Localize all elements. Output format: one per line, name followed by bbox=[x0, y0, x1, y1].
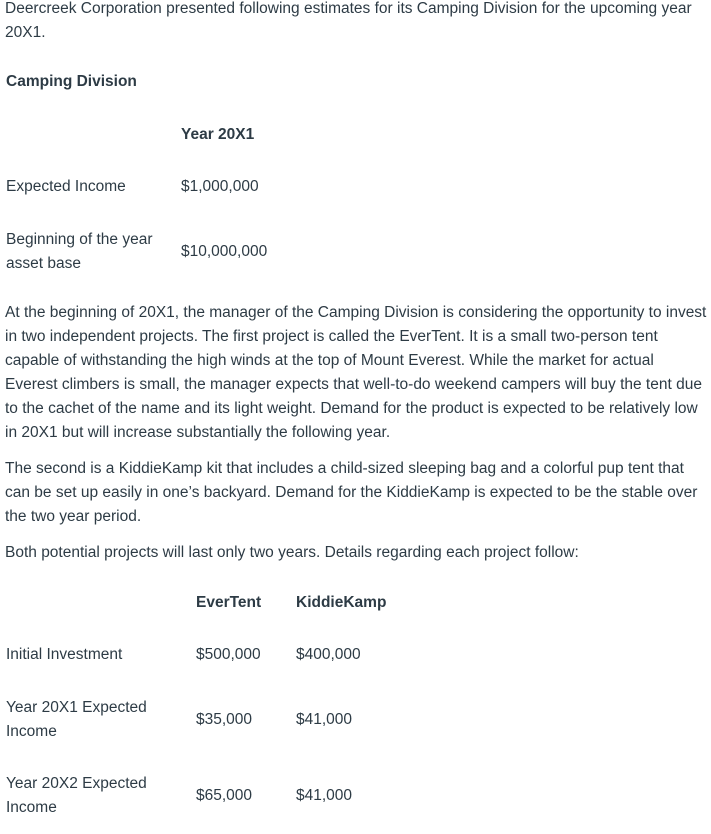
projects-table bbox=[6, 578, 416, 834]
table-header-row bbox=[6, 110, 381, 160]
empty-header-cell bbox=[6, 578, 196, 628]
table-row bbox=[6, 758, 416, 834]
row-label-year1-income: Year 20X1 Expected Income bbox=[6, 699, 147, 740]
paragraph-kiddiekamp: The second is a KiddieKamp kit that includes a child-sized sleeping bag and a colorful pup tent that can be set up easily in one’s backyard. Demand for the KiddieKamp is expected to be the stable over the two year period. bbox=[5, 460, 698, 525]
paragraph-details: Both potential projects will last only two years. Details regarding each project follow: bbox=[5, 544, 579, 561]
value-kiddiekamp-year1: $41,000 bbox=[296, 711, 353, 728]
value-expected-income: $1,000,000 bbox=[181, 178, 259, 195]
value-kiddiekamp-year2: $41,000 bbox=[296, 787, 353, 804]
row-label-year2-income: Year 20X2 Expected Income bbox=[6, 775, 147, 816]
table-row bbox=[6, 628, 416, 682]
value-asset-base: $10,000,000 bbox=[181, 243, 268, 260]
table-row bbox=[6, 214, 381, 290]
table-row bbox=[6, 160, 381, 214]
column-header-evertent: EverTent bbox=[196, 594, 262, 611]
value-evertent-year2: $65,000 bbox=[196, 787, 253, 804]
division-heading: Camping Division bbox=[6, 73, 137, 90]
column-header-kiddiekamp: KiddieKamp bbox=[296, 594, 387, 611]
row-label-initial-investment: Initial Investment bbox=[6, 646, 123, 663]
value-kiddiekamp-investment: $400,000 bbox=[296, 646, 361, 663]
table-row bbox=[6, 682, 416, 758]
value-evertent-investment: $500,000 bbox=[196, 646, 261, 663]
empty-header-cell bbox=[6, 110, 181, 160]
intro-paragraph: Deercreek Corporation presented following estimates for its Camping Division for the upcoming year 20X1. bbox=[5, 0, 692, 41]
division-estimates-table bbox=[6, 110, 381, 290]
table-header-row bbox=[6, 578, 416, 628]
paragraph-projects-intro: At the beginning of 20X1, the manager of the Camping Division is considering the opportunity to invest in two independent projects. The first project is called the EverTent. It is a small two-person tent capable of withstanding the high winds at the top of Mount Everest. While the market for actual Everest climbers is small, the manager expects that well-to-do weekend campers will buy the tent due to the cachet of the name and its light weight. Demand for the product is expected to be relatively low in 20X1 but will increase substantially the following year. bbox=[5, 304, 707, 441]
value-evertent-year1: $35,000 bbox=[196, 711, 253, 728]
row-label-expected-income: Expected Income bbox=[6, 178, 126, 195]
column-header-year: Year 20X1 bbox=[181, 126, 255, 143]
row-label-asset-base: Beginning of the year asset base bbox=[6, 231, 153, 272]
